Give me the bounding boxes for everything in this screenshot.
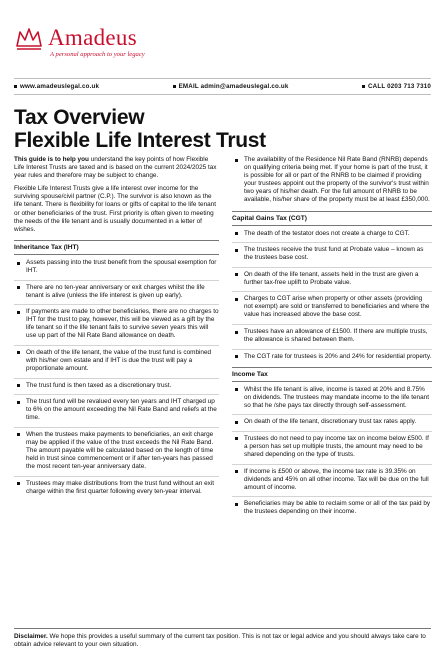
page-title: Tax Overview (14, 106, 145, 129)
intro-paragraph-2: Flexible Life Interest Trusts give a life interest over income for the surviving spouse/civil partner (C.P.). The survivor is also known as the life tenant. There is flexibility for loans or gifts of capital to the life tenant or other beneficiaries of the trust. First priority is often given to meeting the needs of the life tenant and is usually documented in a letter of wishes. (14, 185, 217, 233)
disclaimer-label: Disclaimer. (14, 633, 48, 640)
cgt-list (232, 230, 432, 361)
list-item: The trustees receive the trust fund at Probate value – known as the trustees base cost. (232, 242, 432, 262)
disclaimer-text: We hope this provides a useful summary of the current tax position. This is not tax or legal advice and you should always take care to obtain advice relevant to your own situation. (14, 633, 426, 649)
list-item: Whilst the life tenant is alive, income is taxed at 20% and 8.75% on dividends. The trustees may mandate income to the life tenant so that he /she pays tax directly through self-assessment. (232, 386, 432, 410)
intro (14, 156, 219, 234)
list-item: On death of the life tenant, discretionary trust tax rates apply. (232, 414, 432, 426)
left-column (14, 156, 219, 500)
section-heading-iht: Inheritance Tax (IHT) (14, 240, 219, 255)
email-text: EMAIL admin@amadeuslegal.co.uk (178, 82, 289, 90)
section-heading-cgt: Capital Gains Tax (CGT) (232, 211, 432, 226)
list-item: There are no ten-year anniversary or exit charges whilst the life tenant is alive (unless the life interest is given up early). (14, 280, 219, 300)
list-item: The death of the testator does not create a charge to CGT. (232, 230, 432, 238)
bullet-icon (14, 85, 17, 88)
disclaimer (14, 628, 431, 650)
phone-link[interactable] (362, 83, 431, 90)
list-item: The CGT rate for trustees is 20% and 24% for residential property. (232, 349, 432, 361)
page-subtitle: Flexible Life Interest Trust (14, 129, 266, 152)
bullet-icon (173, 85, 176, 88)
bullet-icon (362, 85, 365, 88)
intro-lead: This guide is to help you (14, 156, 89, 163)
list-item: The trust fund is then taxed as a discretionary trust. (14, 378, 219, 390)
header-divider-bottom (14, 94, 431, 95)
website-text: www.amadeuslegal.co.uk (20, 82, 100, 90)
list-item: Beneficiaries may be able to reclaim some or all of the tax paid by the trustees depending on their income. (232, 496, 432, 516)
list-item: The trust fund will be revalued every ten years and IHT charged up to 6% on the amount exceeding the Nil Rate Band and reliefs at the time. (14, 394, 219, 422)
list-item: Charges to CGT arise when property or other assets (providing not exempt) are sold or transferred to beneficiaries and where the value has increased above the base cost. (232, 291, 432, 319)
amadeus-logo[interactable] (14, 26, 145, 58)
list-item: On death of the life tenant, the value of the trust fund is combined with his/her own estate and if IHT is due the trust will pay a proportionate amount. (14, 345, 219, 373)
income-list (232, 386, 432, 517)
list-item: If payments are made to other beneficiaries, there are no charges to IHT for the trust to pay, however, this will be viewed as a gift by the life tenant so if the life tenant fails to survive seven years this will use up part of the Nil Rate Band allowance on death. (14, 304, 219, 340)
right-column (232, 156, 432, 521)
rnrb-list (232, 156, 432, 205)
list-item: Trustees have an allowance of £1500. If there are multiple trusts, the allowance is shared between them. (232, 324, 432, 344)
contact-bar (14, 81, 431, 91)
brand-name: Amadeus (48, 25, 137, 50)
list-item: When the trustees make payments to beneficiaries, an exit charge may be applied if the value of the trust exceeds the Nil Rate Band. The amount payable will be calculated based on the length of time held in trust since commencement or if after ten-years has passed the most recent ten-year anniversary date. (14, 427, 219, 471)
header-divider-top (14, 78, 431, 79)
email-link[interactable] (173, 83, 289, 90)
list-item: Assets passing into the trust benefit from the spousal exemption for IHT. (14, 259, 219, 275)
iht-list (14, 259, 219, 496)
section-heading-income-tax: Income Tax (232, 367, 432, 382)
list-item: Trustees may make distributions from the trust fund without an exit charge within the first quarter following every ten-year interval. (14, 476, 219, 496)
website-link[interactable] (14, 83, 99, 90)
list-item: The availability of the Residence Nil Rate Band (RNRB) depends on qualifying criteria being met. If your home is part of the trust, it is possible for all or part of the RNRB to be claimed if providing your trustees appoint out the property of the survivor's trust within two years of his/her death. For the full amount of RNRB to be available, his/her share of the property must be at least £350,000. (232, 156, 432, 205)
brand-tagline: A personal approach to your legacy (50, 51, 145, 58)
list-item: Trustees do not need to pay income tax on income below £500. If a person has set up multiple trusts, the amount may need to be shared depending on the type of trusts. (232, 431, 432, 459)
list-item: If income is £500 or above, the income tax rate is 39.35% on dividends and 45% on all other income. Tax will be due on the full amount of income. (232, 464, 432, 492)
intro-lead-rest: understand the key points of how Flexible Life Interest Trusts are taxed and is based on the current 2024/2025 tax year rules and therefore may be subject to change. (14, 156, 217, 180)
amadeus-crown-icon (14, 26, 44, 52)
phone-text: CALL 0203 713 7310 (368, 82, 431, 90)
list-item: On death of the life tenant, assets held in the trust are given a further tax-free uplift to Probate value. (232, 267, 432, 287)
intro-paragraph (14, 156, 219, 180)
